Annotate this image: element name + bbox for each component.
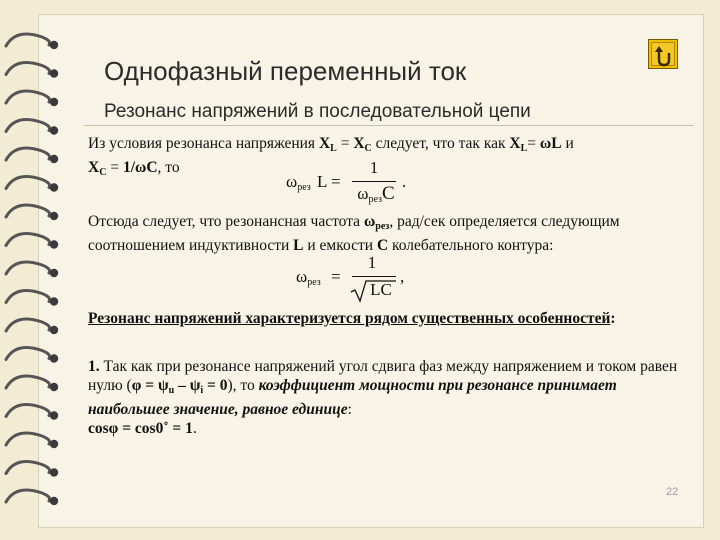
comma: , <box>400 267 405 286</box>
symbol-omega-l: ωL <box>539 135 562 152</box>
paragraph-resonant-frequency: Отсюда следует, что резонансная частота $\omega_{рез}$, рад/сек определяется следующим соотношением индуктивности L и емкости C колебательного контура: <box>88 213 620 254</box>
binding-ring <box>6 405 58 420</box>
binding-ring <box>6 148 58 163</box>
phase-equation: $\varphi = \psi_u - \psi_i = 0$ <box>131 377 228 396</box>
paragraph-resonance-condition: Из условия резонанса напряжения $X_L = X_C$ следует, что так как $X_L= \omega L$ и $X_C = 1/\omega C$, то <box>88 135 574 178</box>
page-number: 22 <box>666 486 679 498</box>
symbol-xc: $X_C$ <box>353 135 372 154</box>
symbol-l: L <box>293 237 304 254</box>
binding-ring <box>6 376 58 391</box>
symbol-xl2: $X_L$ <box>509 135 528 154</box>
binding-ring <box>6 433 58 448</box>
text: Из условия резонанса напряжения <box>88 135 319 152</box>
return-button[interactable] <box>648 39 678 69</box>
binding-ring <box>6 291 58 306</box>
binding-ring <box>6 462 58 477</box>
binding-ring <box>6 205 58 220</box>
binding-ring <box>6 348 58 363</box>
symbol-omega-res: $\omega_{рез}$ <box>363 213 390 232</box>
binding-ring <box>6 262 58 277</box>
binding-ring <box>6 63 58 78</box>
fraction-bar <box>352 276 396 277</box>
binding-ring <box>6 490 58 505</box>
spiral-binding <box>2 0 68 540</box>
text: следует, что так как <box>371 135 510 152</box>
u-turn-arrow-icon <box>649 40 679 70</box>
binding-ring <box>6 319 58 334</box>
formula-resonance-equality: $\omega_{рез}$ L = 1 $\omega_{рез}C$ . <box>286 158 407 205</box>
period: . <box>402 172 407 191</box>
symbol-inv-omega-c: 1/ωC <box>122 159 158 176</box>
slide-title: Однофазный переменный ток <box>104 56 467 86</box>
fraction-denominator: $\omega_{рез}C$ <box>357 183 395 205</box>
fraction-numerator: 1 <box>367 253 377 272</box>
power-factor-statement: коэффициент мощности при резонансе принимает наибольшее значение, равное единице <box>88 377 617 418</box>
paragraph-features-heading: Резонанс напряжений характеризуется рядом существенных особенностей: <box>88 310 616 327</box>
slide-subtitle: Резонанс напряжений в последовательной цепи <box>104 101 531 122</box>
cos-equation: cosφ = cos0˚ = 1 <box>88 420 193 437</box>
binding-ring <box>6 34 58 49</box>
paragraph-power-factor: 1. Так как при резонансе напряжений угол сдвига фаз между напряжением и током равен нулю $(\varphi = \psi_u - \psi_i = 0)$, то коэффициент мощности при резонансе принимает наибольшее значение, равное единице: cosφ = cos0˚ = 1. <box>88 358 678 437</box>
fraction-denominator: LC <box>370 280 392 299</box>
item-number: 1. <box>88 358 100 375</box>
divider <box>84 125 694 126</box>
fraction-bar <box>352 181 396 182</box>
symbol-xl: $X_L$ <box>318 135 337 154</box>
binding-ring <box>6 120 58 135</box>
symbol-xc2: $X_C$ <box>88 159 107 178</box>
symbol-c: C <box>376 237 389 254</box>
formula-resonant-frequency: $\omega_{рез}$ = 1 LC , <box>296 253 416 303</box>
binding-ring <box>6 234 58 249</box>
binding-ring <box>6 91 58 106</box>
binding-ring <box>6 177 58 192</box>
underlined-heading: Резонанс напряжений характеризуется рядом существенных особенностей <box>88 310 611 327</box>
fraction-numerator: 1 <box>369 158 379 177</box>
